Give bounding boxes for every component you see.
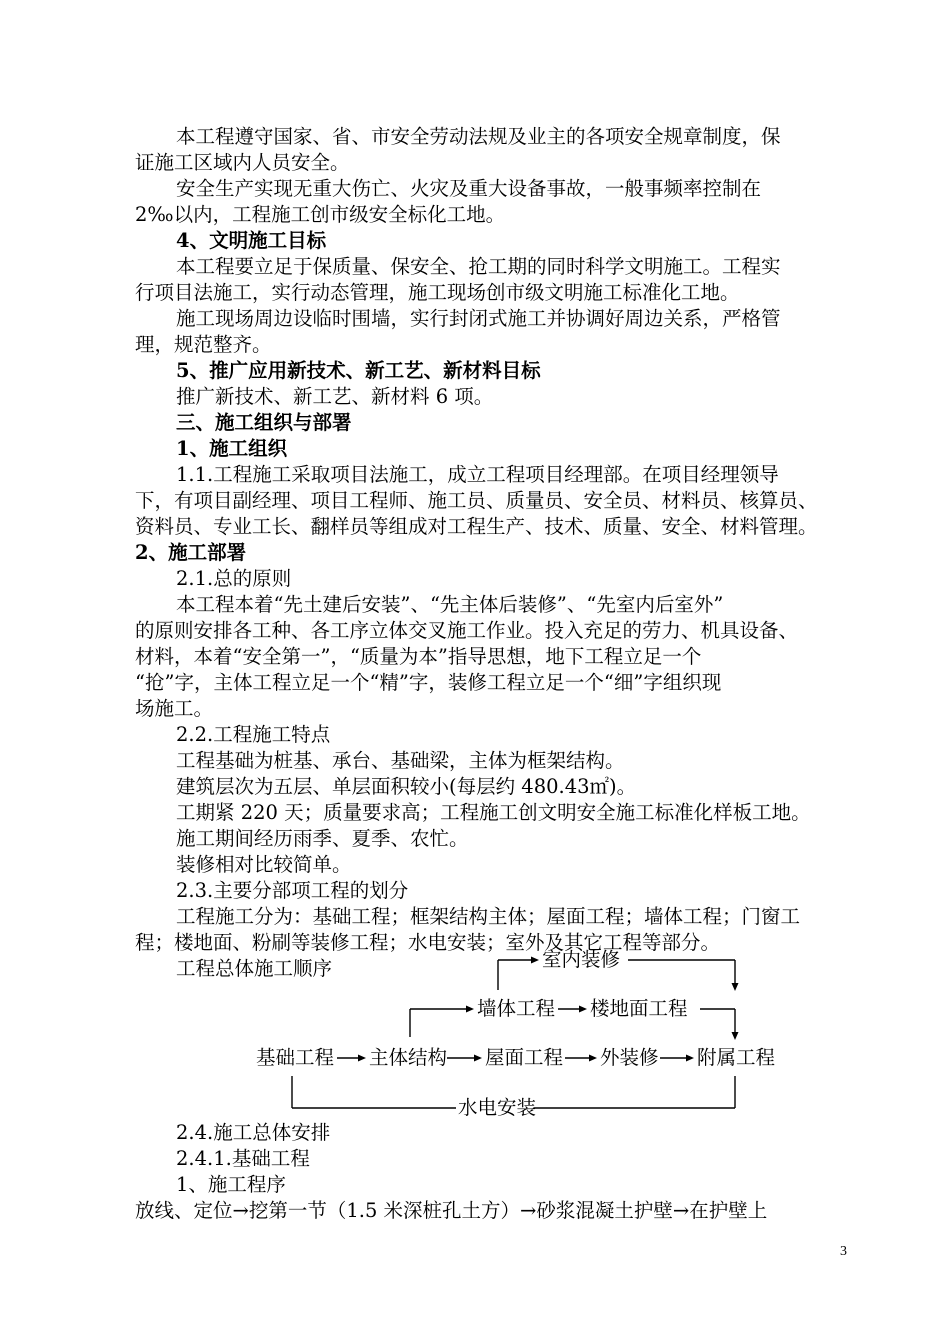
- text-line: 下，有项目副经理、项目工程师、施工员、质量员、安全员、材料员、核算员、: [135, 489, 818, 512]
- text-line: 本工程遵守国家、省、市安全劳动法规及业主的各项安全规章制度，保: [176, 125, 781, 148]
- flow-node-wall: 墙体工程: [477, 997, 556, 1020]
- text-line: 工程基础为桩基、承台、基础梁，主体为框架结构。: [176, 749, 625, 772]
- flow-node-roof: 屋面工程: [485, 1046, 564, 1069]
- flow-node-floor: 楼地面工程: [590, 997, 688, 1020]
- section-heading: 2、施工部署: [135, 541, 247, 564]
- subsection-heading: 2.2.工程施工特点: [176, 723, 331, 746]
- flow-node-mep: 水电安装: [458, 1096, 537, 1119]
- section-heading: 5、推广应用新技术、新工艺、新材料目标: [176, 359, 541, 382]
- subsection-heading: 2.4.施工总体安排: [176, 1121, 331, 1144]
- text-line: 施工现场周边设临时围墙，实行封闭式施工并协调好周边关系，严格管: [176, 307, 781, 330]
- text-line: 资料员、专业工长、翻样员等组成对工程生产、技术、质量、安全、材料管理。: [135, 515, 818, 538]
- text-line: 材料，本着“安全第一”，“质量为本”指导思想，地下工程立足一个: [135, 645, 702, 668]
- text-line: 工程施工分为：基础工程；框架结构主体；屋面工程；墙体工程；门窗工: [176, 905, 801, 928]
- text-line: 施工期间经历雨季、夏季、农忙。: [176, 827, 469, 850]
- text-line: 建筑层次为五层、单层面积较小(每层约 480.43㎡)。: [176, 775, 637, 798]
- subsection-heading: 2.1.总的原则: [176, 567, 292, 590]
- text-line: “抢”字，主体工程立足一个“精”字，装修工程立足一个“细”字组织现: [135, 671, 722, 694]
- text-line: 理，规范整齐。: [135, 333, 272, 356]
- text-line: 2‰以内，工程施工创市级安全标化工地。: [135, 203, 506, 226]
- chapter-heading: 三、施工组织与部署: [176, 411, 352, 434]
- section-heading: 1、施工组织: [176, 437, 288, 460]
- text-line: 装修相对比较简单。: [176, 853, 352, 876]
- text-line: 推广新技术、新工艺、新材料 6 项。: [176, 385, 494, 408]
- text-line: 安全生产实现无重大伤亡、火灾及重大设备事故，一般事频率控制在: [176, 177, 762, 200]
- section-heading: 4、文明施工目标: [176, 229, 327, 252]
- flow-node-ancillary: 附属工程: [697, 1046, 776, 1069]
- text-line: 工程总体施工顺序: [176, 957, 333, 980]
- text-line: 的原则安排各工种、各工序立体交叉施工作业。投入充足的劳力、机具设备、: [135, 619, 799, 642]
- subsection-heading: 2.4.1.基础工程: [176, 1147, 310, 1170]
- flow-node-foundation: 基础工程: [256, 1046, 335, 1069]
- text-line: 程；楼地面、粉刷等装修工程；水电安装；室外及其它工程等部分。: [135, 931, 721, 954]
- text-line: 工期紧 220 天；质量要求高；工程施工创文明安全施工标准化样板工地。: [176, 801, 811, 824]
- text-line: 证施工区域内人员安全。: [135, 151, 350, 174]
- flow-node-main-structure: 主体结构: [369, 1046, 448, 1069]
- text-line: 行项目法施工，实行动态管理，施工现场创市级文明施工标准化工地。: [135, 281, 740, 304]
- text-line: 本工程本着“先土建后安装”、“先主体后装修”、“先室内后室外”: [176, 593, 724, 616]
- text-line: 场施工。: [135, 697, 214, 720]
- subsection-heading: 2.3.主要分部项工程的划分: [176, 879, 409, 902]
- text-line: 1、施工程序: [176, 1173, 286, 1196]
- text-line: 放线、定位→挖第一节（1.5 米深桩孔土方）→砂浆混凝土护壁→在护壁上: [135, 1199, 768, 1222]
- flow-node-interior: 室内装修: [542, 948, 621, 971]
- page-number: 3: [840, 1244, 847, 1259]
- text-line: 本工程要立足于保质量、保安全、抢工期的同时科学文明施工。工程实: [176, 255, 781, 278]
- flow-node-exterior: 外装修: [600, 1046, 659, 1069]
- text-line: 1.1.工程施工采取项目法施工，成立工程项目经理部。在项目经理领导: [176, 463, 779, 486]
